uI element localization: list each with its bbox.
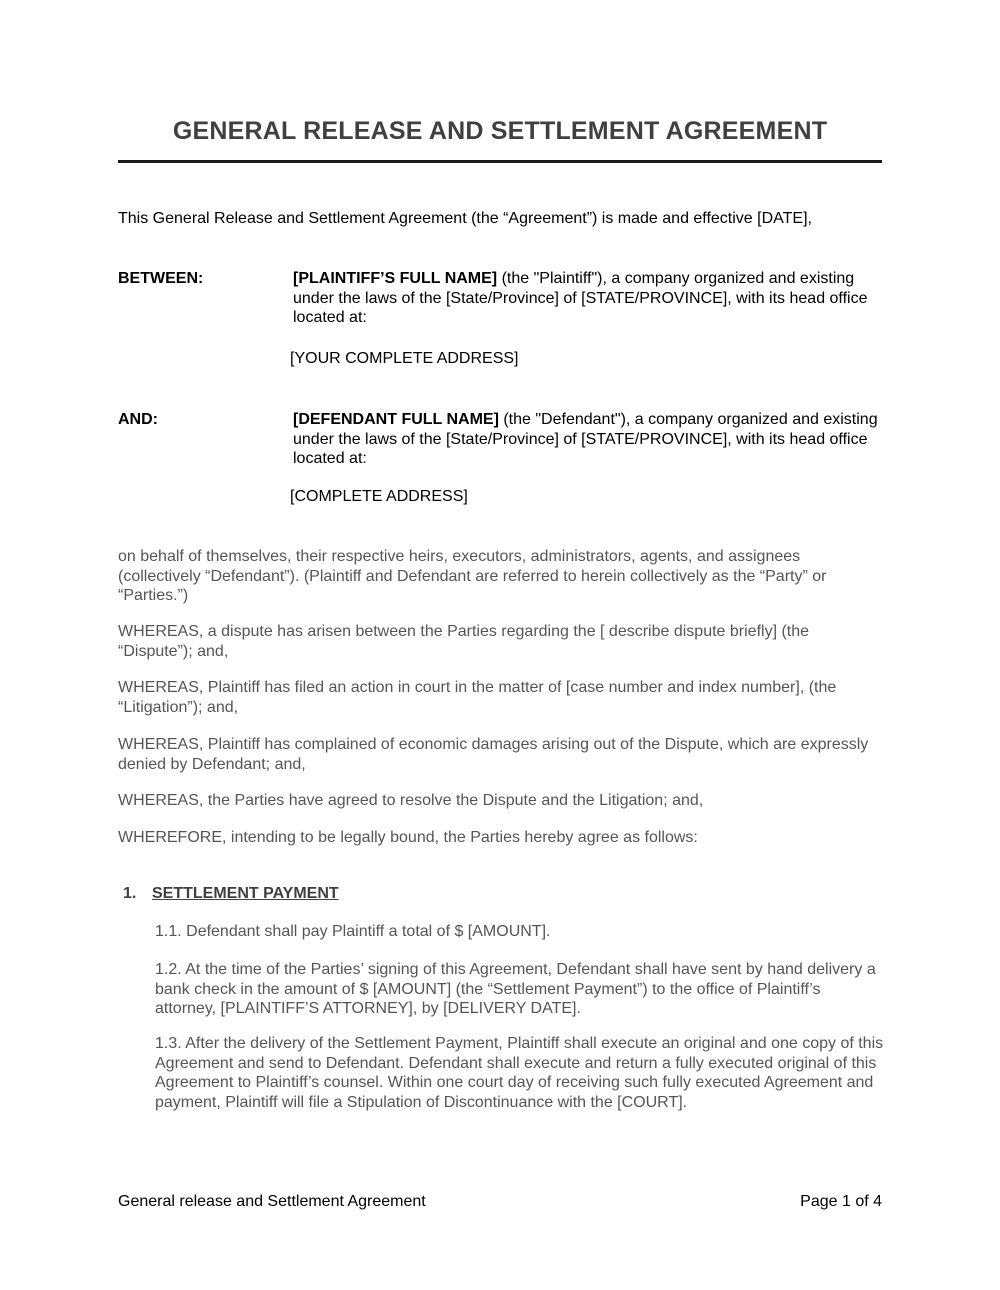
and-label: AND: — [118, 411, 158, 428]
footer-page-number: Page 1 of 4 — [800, 1193, 882, 1210]
clause-1-3: 1.3. After the delivery of the Settlement Payment, Plaintiff shall execute an original and one copy of this Agreement and send to Defendant. Defendant shall execute and return a fully executed original of this Agreement to Plaintiff’s counsel. Within one court day of receiving such fully executed Agreement and payment, Plaintiff will file a Stipulation of Discontinuance with the [COURT]. — [155, 1035, 884, 1111]
defendant-party-block — [293, 410, 883, 469]
wherefore-paragraph: WHEREFORE, intending to be legally bound, the Parties hereby agree as follows: — [118, 829, 698, 846]
plaintiff-address: [YOUR COMPLETE ADDRESS] — [290, 350, 519, 367]
whereas-dispute-paragraph: WHEREAS, a dispute has arisen between the Parties regarding the [ describe dispute briefly] (the “Dispute”); and, — [118, 623, 810, 660]
clause-1-1: 1.1. Defendant shall pay Plaintiff a total of $ [AMOUNT]. — [155, 923, 551, 940]
between-label: BETWEEN: — [118, 270, 204, 287]
clause-1-2: 1.2. At the time of the Parties’ signing of this Agreement, Defendant shall have sent by hand delivery a bank check in the amount of $ [AMOUNT] (the “Settlement Payment”) to the office of Plaintiff’s attorney, [PLAINTIFF’S ATTORNEY], by [DELIVERY DATE]. — [155, 961, 876, 1017]
plaintiff-party-block — [293, 269, 883, 328]
parties-paragraph: on behalf of themselves, their respective heirs, executors, administrators, agents, and assignees (collectively “Defendant”). (Plaintiff and Defendant are referred to herein collectively as the “Party” or “Parties.”) — [118, 548, 827, 604]
footer-document-name: General release and Settlement Agreement — [118, 1193, 426, 1210]
whereas-litigation-paragraph: WHEREAS, Plaintiff has filed an action in court in the matter of [case number and index number], (the “Litigation”); and, — [118, 679, 837, 716]
defendant-description: (the "Defendant"), a company organized and existing under the laws of the [State/Province] of [STATE/PROVINCE], with its head office located at: — [293, 411, 878, 467]
section-heading: SETTLEMENT PAYMENT — [152, 885, 339, 902]
whereas-resolve-paragraph: WHEREAS, the Parties have agreed to resolve the Dispute and the Litigation; and, — [118, 792, 704, 809]
plaintiff-name: [PLAINTIFF’S FULL NAME] — [293, 270, 498, 287]
defendant-name: [DEFENDANT FULL NAME] — [293, 411, 499, 428]
intro-paragraph: This General Release and Settlement Agreement (the “Agreement”) is made and effective [DATE], — [118, 210, 812, 227]
document-title: GENERAL RELEASE AND SETTLEMENT AGREEMENT — [172, 117, 828, 145]
title-rule — [118, 160, 882, 163]
section-number: 1. — [123, 885, 137, 902]
plaintiff-description: (the "Plaintiff"), a company organized and existing under the laws of the [State/Province] of [STATE/PROVINCE], with its head office located at: — [293, 270, 868, 326]
whereas-damages-paragraph: WHEREAS, Plaintiff has complained of economic damages arising out of the Dispute, which are expressly denied by Defendant; and, — [118, 736, 869, 773]
defendant-address: [COMPLETE ADDRESS] — [290, 488, 468, 505]
